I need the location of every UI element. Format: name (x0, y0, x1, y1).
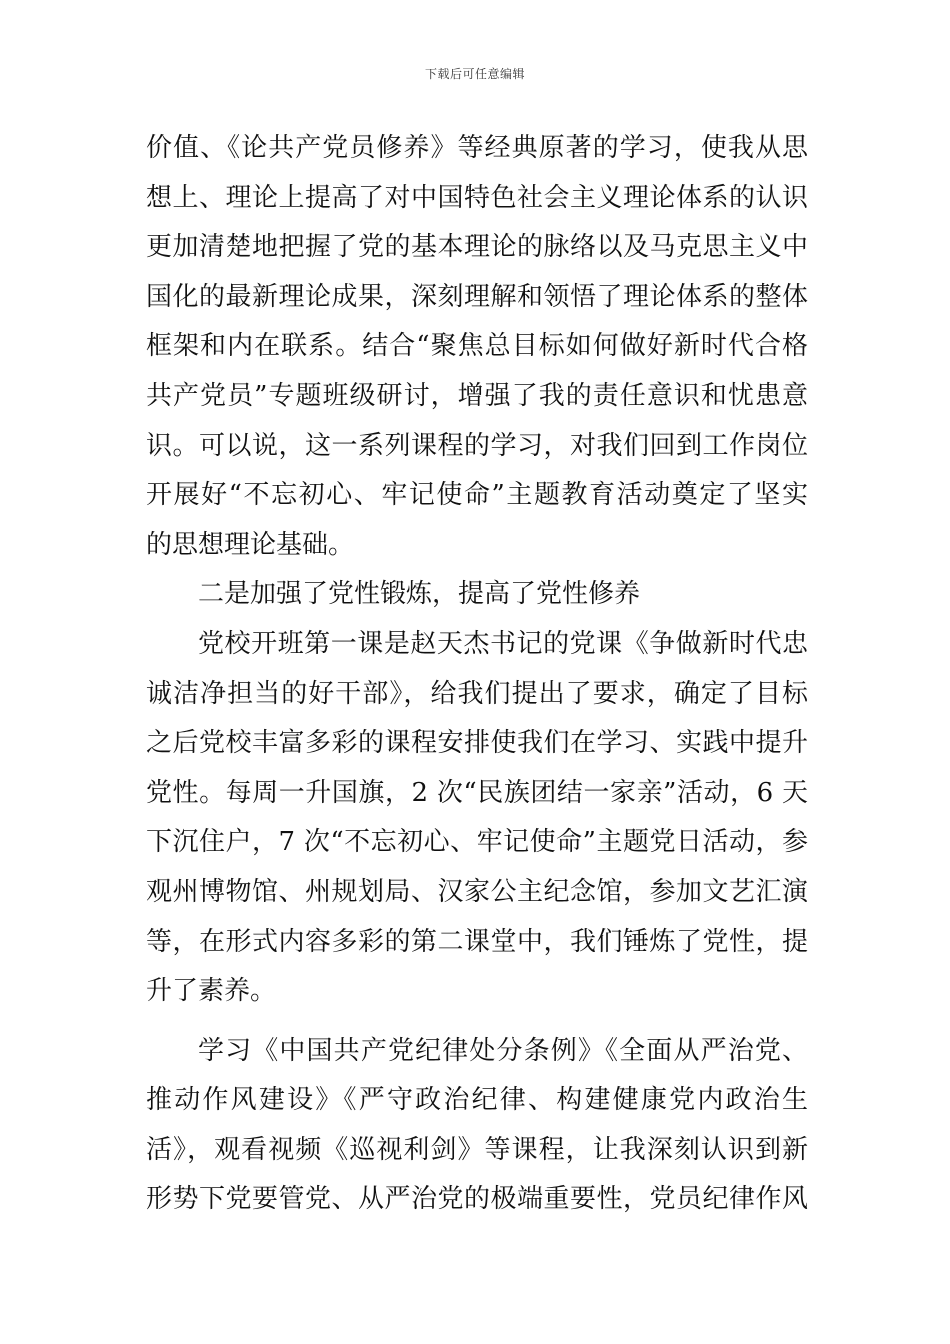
text-line: 二是加强了党性锻炼，提高了党性修养 (198, 579, 641, 610)
text-line: 下沉住户，7 次“不忘初心、牢记使命”主题党日活动，参 (146, 827, 808, 858)
text-line: 共产党员”专题班级研讨，增强了我的责任意识和忧患意 (146, 380, 808, 411)
text-line: 开展好“不忘初心、牢记使命”主题教育活动奠定了坚实 (146, 480, 808, 511)
text-line: 形势下党要管党、从严治党的极端重要性，党员纪律作风 (146, 1184, 808, 1215)
text-line: 的思想理论基础。 (146, 529, 355, 560)
text-line: 活》，观看视频《巡视利剑》等课程，让我深刻认识到新 (146, 1134, 808, 1165)
paragraph (146, 124, 808, 570)
text-line: 等，在形式内容多彩的第二课堂中，我们锤炼了党性，提 (146, 926, 808, 957)
page-header: 下载后可任意编辑 (424, 67, 525, 81)
document-body (146, 124, 808, 1225)
text-line: 升了素养。 (146, 976, 277, 1007)
section-heading (146, 570, 808, 620)
text-line: 学习《中国共产党纪律处分条例》《全面从严治党、 (198, 1035, 808, 1066)
text-line: 更加清楚地把握了党的基本理论的脉络以及马克思主义中 (146, 232, 808, 263)
text-line: 推动作风建设》《严守政治纪律、构建健康党内政治生 (146, 1085, 808, 1116)
paragraph (146, 620, 808, 1017)
text-line: 想上、理论上提高了对中国特色社会主义理论体系的认识 (146, 182, 808, 213)
text-line: 国化的最新理论成果，深刻理解和领悟了理论体系的整体 (146, 281, 808, 312)
paragraph (146, 1027, 808, 1225)
text-line: 之后党校丰富多彩的课程安排使我们在学习、实践中提升 (146, 728, 808, 759)
paragraph-spacer (146, 1017, 808, 1027)
text-line: 党校开班第一课是赵天杰书记的党课《争做新时代忠 (198, 628, 808, 659)
text-line: 价值、《论共产党员修养》等经典原著的学习，使我从思 (146, 133, 808, 163)
text-line: 观州博物馆、州规划局、汉家公主纪念馆，参加文艺汇演 (146, 876, 808, 907)
text-line: 党性。每周一升国旗，2 次“民族团结一家亲”活动，6 天 (146, 777, 808, 808)
text-line: 框架和内在联系。结合“聚焦总目标如何做好新时代合格 (146, 331, 808, 362)
text-line: 识。可以说，这一系列课程的学习，对我们回到工作岗位 (146, 430, 808, 461)
text-line: 诚洁净担当的好干部》，给我们提出了要求，确定了目标 (146, 678, 808, 709)
